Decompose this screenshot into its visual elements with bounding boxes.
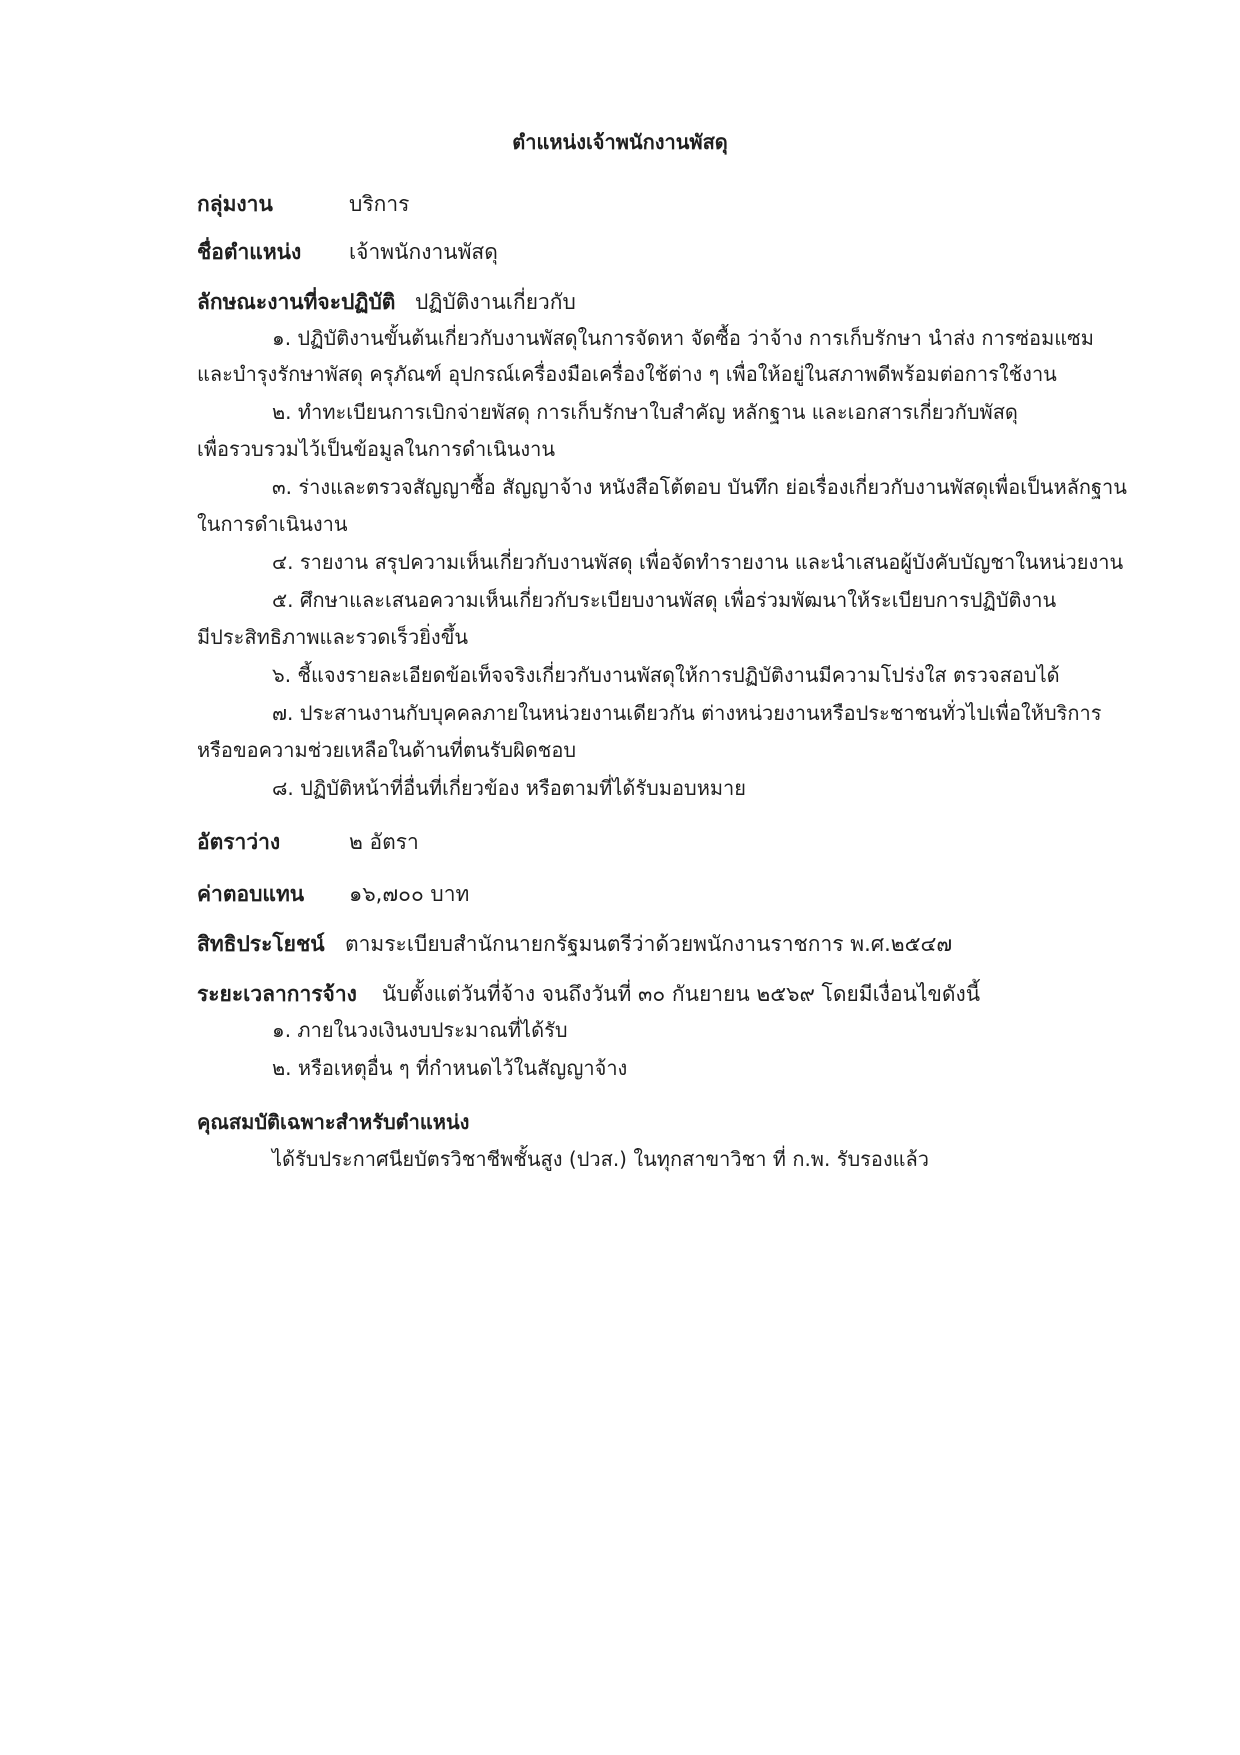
salary-label: ค่าตอบแทน bbox=[197, 882, 305, 906]
benefits-label: สิทธิประโยชน์ bbox=[197, 932, 325, 956]
duty-line-7: ๔. รายงาน สรุปความเห็นเกี่ยวกับงานพัสดุ เพื่อจัดทำรายงาน และนำเสนอผู้บังคับบัญชาในหน่วยงาน bbox=[272, 550, 1124, 574]
position-label: ชื่อตำแหน่ง bbox=[197, 240, 302, 264]
document-title: ตำแหน่งเจ้าพนักงานพัสดุ bbox=[512, 130, 728, 154]
position-field bbox=[197, 236, 498, 269]
duty-line-8: ๕. ศึกษาและเสนอความเห็นเกี่ยวกับระเบียบงานพัสดุ เพื่อร่วมพัฒนาให้ระเบียบการปฏิบัติงาน bbox=[272, 588, 1057, 612]
duty-line-2: และบำรุงรักษาพัสดุ ครุภัณฑ์ อุปกรณ์เครื่องมือเครื่องใช้ต่าง ๆ เพื่อให้อยู่ในสภาพดีพร้อมต่อการใช้งาน bbox=[197, 362, 1057, 386]
period-condition-1: ๑. ภายในวงเงินงบประมาณที่ได้รับ bbox=[272, 1018, 568, 1042]
duty-line-1: ๑. ปฏิบัติงานขั้นต้นเกี่ยวกับงานพัสดุในการจัดหา จัดซื้อ ว่าจ้าง การเก็บรักษา นำส่ง การซ่อมแซม bbox=[272, 326, 1094, 350]
duty-line-9: มีประสิทธิภาพและรวดเร็วยิ่งขึ้น bbox=[197, 625, 469, 649]
period-label: ระยะเวลาการจ้าง bbox=[197, 982, 357, 1006]
benefits-field bbox=[197, 928, 953, 961]
period-field bbox=[197, 978, 981, 1011]
vacancy-label: อัตราว่าง bbox=[197, 830, 281, 854]
salary-field bbox=[197, 878, 470, 911]
benefits-value: ตามระเบียบสำนักนายกรัฐมนตรีว่าด้วยพนักงานราชการ พ.ศ.๒๕๔๗ bbox=[345, 932, 953, 956]
group-field bbox=[197, 188, 410, 221]
group-value: บริการ bbox=[349, 192, 410, 216]
duty-line-6: ในการดำเนินงาน bbox=[197, 512, 348, 536]
period-condition-2: ๒. หรือเหตุอื่น ๆ ที่กำหนดไว้ในสัญญาจ้าง bbox=[272, 1056, 628, 1080]
duty-line-3: ๒. ทำทะเบียนการเบิกจ่ายพัสดุ การเก็บรักษาใบสำคัญ หลักฐาน และเอกสารเกี่ยวกับพัสดุ bbox=[272, 400, 1018, 424]
qualification-label: คุณสมบัติเฉพาะสำหรับตำแหน่ง bbox=[197, 1110, 470, 1134]
salary-value: ๑๖,๗๐๐ บาท bbox=[349, 882, 470, 906]
vacancy-value: ๒ อัตรา bbox=[349, 830, 419, 854]
position-value: เจ้าพนักงานพัสดุ bbox=[349, 240, 498, 264]
period-value: นับตั้งแต่วันที่จ้าง จนถึงวันที่ ๓๐ กันยายน ๒๕๖๙ โดยมีเงื่อนไขดังนี้ bbox=[382, 982, 981, 1006]
duty-line-12: หรือขอความช่วยเหลือในด้านที่ตนรับผิดชอบ bbox=[197, 738, 577, 762]
duty-line-11: ๗. ประสานงานกับบุคคลภายในหน่วยงานเดียวกัน ต่างหน่วยงานหรือประชาชนทั่วไปเพื่อให้บริการ bbox=[272, 701, 1102, 725]
duties-intro: ปฏิบัติงานเกี่ยวกับ bbox=[415, 290, 576, 314]
duties-field bbox=[197, 286, 576, 319]
duty-line-13: ๘. ปฏิบัติหน้าที่อื่นที่เกี่ยวข้อง หรือตามที่ได้รับมอบหมาย bbox=[272, 776, 747, 800]
duty-line-10: ๖. ชี้แจงรายละเอียดข้อเท็จจริงเกี่ยวกับงานพัสดุให้การปฏิบัติงานมีความโปร่งใส ตรวจสอบได้ bbox=[272, 663, 1060, 687]
duty-line-5: ๓. ร่างและตรวจสัญญาซื้อ สัญญาจ้าง หนังสือโต้ตอบ บันทึก ย่อเรื่องเกี่ยวกับงานพัสดุเพื่อเป็นหลักฐาน bbox=[272, 475, 1127, 499]
group-label: กลุ่มงาน bbox=[197, 192, 273, 216]
vacancy-field bbox=[197, 826, 419, 859]
duties-label: ลักษณะงานที่จะปฏิบัติ bbox=[197, 290, 396, 314]
duty-line-4: เพื่อรวบรวมไว้เป็นข้อมูลในการดำเนินงาน bbox=[197, 437, 556, 461]
qualification-value: ได้รับประกาศนียบัตรวิชาชีพชั้นสูง (ปวส.) ในทุกสาขาวิชา ที่ ก.พ. รับรองแล้ว bbox=[272, 1147, 930, 1171]
